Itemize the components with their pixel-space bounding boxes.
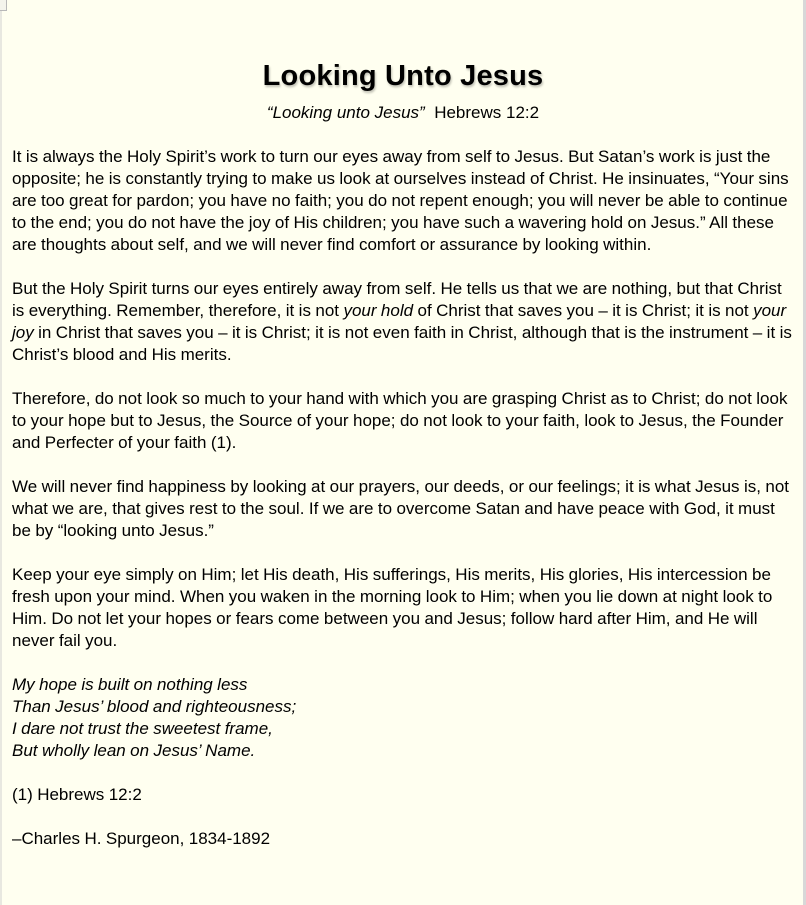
hymn-line: My hope is built on nothing less: [12, 675, 248, 694]
paragraph-2: [12, 278, 794, 366]
hymn-line: I dare not trust the sweetest frame,: [12, 719, 273, 738]
window-corner-marker: [0, 0, 7, 11]
hymn-line: But wholly lean on Jesus’ Name.: [12, 741, 256, 760]
attribution: –Charles H. Spurgeon, 1834-1892: [12, 829, 271, 848]
subtitle: [12, 102, 794, 124]
subtitle-reference: Hebrews 12:2: [434, 103, 540, 122]
hymn-verse: [12, 674, 794, 762]
paragraph-1: It is always the Holy Spirit’s work to turn our eyes away from self to Jesus. But Satan’s work is just the opposite; he is constantly trying to make us look at ourselves instead of Christ. He insinuates, “Your sins are too great for pardon; you have no faith; you do not repent enough; you will never be able to continue to the end; you do not have the joy of His children; you have such a wavering hold on Jesus.” All these are thoughts about self, and we will never find comfort or assurance by looking within.: [12, 147, 789, 254]
paragraph-3: Therefore, do not look so much to your hand with which you are grasping Christ as to Christ; do not look to your hope but to Jesus, the Source of your hope; do not look to your faith, look to Jesus, the Founder and Perfecter of your faith (1).: [12, 389, 788, 452]
paragraph-2-text-a: But the Holy Spirit turns our eyes entirely away from self. He tells us that we are nothing, but that Christ is everything. Remember, therefore, it is not: [12, 279, 782, 320]
paragraph-5: Keep your eye simply on Him; let His death, His sufferings, His merits, His glories, His intercession be fresh upon your mind. When you waken in the morning look to Him; when you lie down at night look to Him. Do not let your hopes or fears come between you and Jesus; follow hard after Him, and He will never fail you.: [12, 565, 773, 650]
article: [12, 56, 794, 872]
paragraph-2-emphasis-joy: your joy: [12, 301, 787, 342]
subtitle-quote: “Looking unto Jesus”: [266, 103, 425, 122]
hymn-line: Than Jesus’ blood and righteousness;: [12, 697, 297, 716]
paragraph-4: We will never find happiness by looking at our prayers, our deeds, or our feelings; it is what Jesus is, not what we are, that gives rest to the soul. If we are to overcome Satan and have peace with God, it must be by “looking unto Jesus.”: [12, 477, 790, 540]
window-left-edge: [0, 0, 2, 905]
page-title: Looking Unto Jesus: [262, 60, 544, 92]
paragraph-2-text-c: in Christ that saves you – it is Christ; it is not even faith in Christ, although that is the instrument – it is Christ’s blood and His merits.: [12, 323, 792, 364]
paragraph-2-text-b: of Christ that saves you – it is Christ; it is not: [413, 301, 754, 320]
footnote: (1) Hebrews 12:2: [12, 785, 142, 804]
paragraph-2-emphasis-hold: your hold: [343, 301, 414, 320]
